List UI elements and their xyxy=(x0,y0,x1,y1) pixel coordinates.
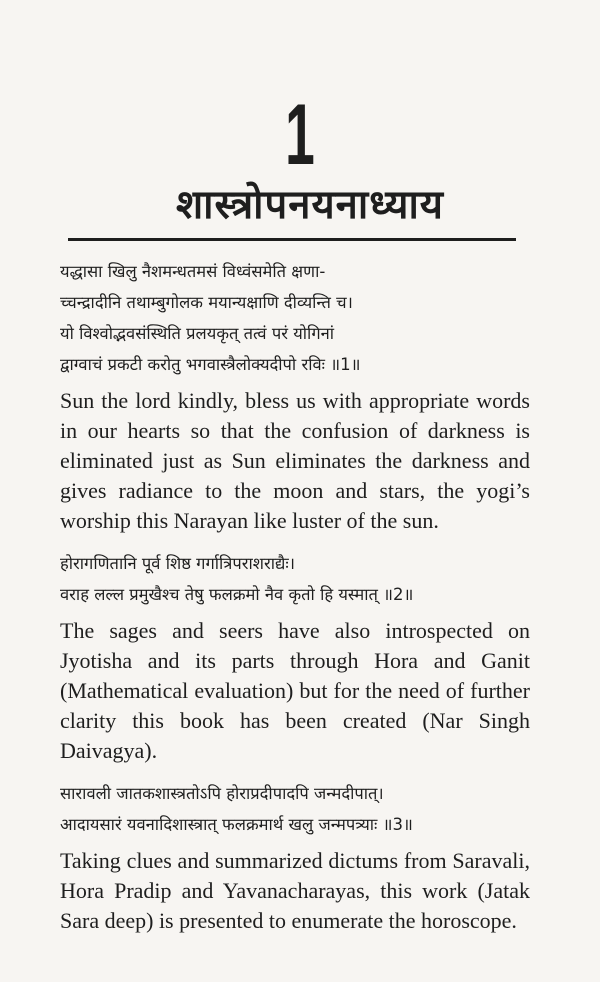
verse-line: च्चन्द्रादीनि तथाम्बुगोलक मयान्यक्षाणि दीव्यन्ति च। xyxy=(60,293,353,312)
verse-line: वराह लल्ल प्रमुखैश्च तेषु फलक्रमो नैव कृतो हि यस्मात् ॥2॥ xyxy=(60,585,414,604)
chapter-title: शास्त्रोपनयनाध्याय xyxy=(175,182,445,228)
chapter-body xyxy=(60,256,530,948)
translation-1: Sun the lord kindly, bless us with appropriate words in our hearts so that the confusion of darkness is eliminated just as Sun eliminates the darkness and gives radiance to the moon and stars, the yogi’s worship this Narayan like luster of the sun. xyxy=(60,388,530,533)
verse-line: यद्धासा खिलु नैशमन्धतमसं विध्वंसमेति क्षणा- xyxy=(60,262,326,281)
verse-1 xyxy=(60,256,530,380)
verse-line: यो विश्वोद्भवसंस्थिति प्रलयकृत् तत्वं परं योगिनां xyxy=(60,324,335,343)
verse-line: होरागणितानि पूर्व शिष्ठ गर्गात्रिपराशराद्यैः। xyxy=(60,554,296,573)
verse-3 xyxy=(60,778,530,840)
translation-2: The sages and seers have also introspected on Jyotisha and its parts through Hora and Ganit (Mathematical evaluation) but for the need of further clarity this book has been created (Nar Singh Daivagya). xyxy=(60,618,530,763)
chapter-number: 1 xyxy=(285,87,315,183)
title-underline xyxy=(68,238,516,241)
verse-2 xyxy=(60,548,530,610)
verse-line: सारावली जातकशास्त्रतोऽपि होराप्रदीपादपि जन्मदीपात्। xyxy=(60,784,384,803)
translation-3: Taking clues and summarized dictums from Saravali, Hora Pradip and Yavanacharayas, this work (Jatak Sara deep) is presented to enumerate the horoscope. xyxy=(60,848,530,933)
verse-line: आदायसारं यवनादिशास्त्रात् फलक्रमार्थ खलु जन्मपत्र्याः ॥3॥ xyxy=(60,815,413,834)
verse-line: द्वाग्वाचं प्रकटी करोतु भगवास्त्रैलोक्यदीपो रविः ॥1॥ xyxy=(60,355,361,374)
